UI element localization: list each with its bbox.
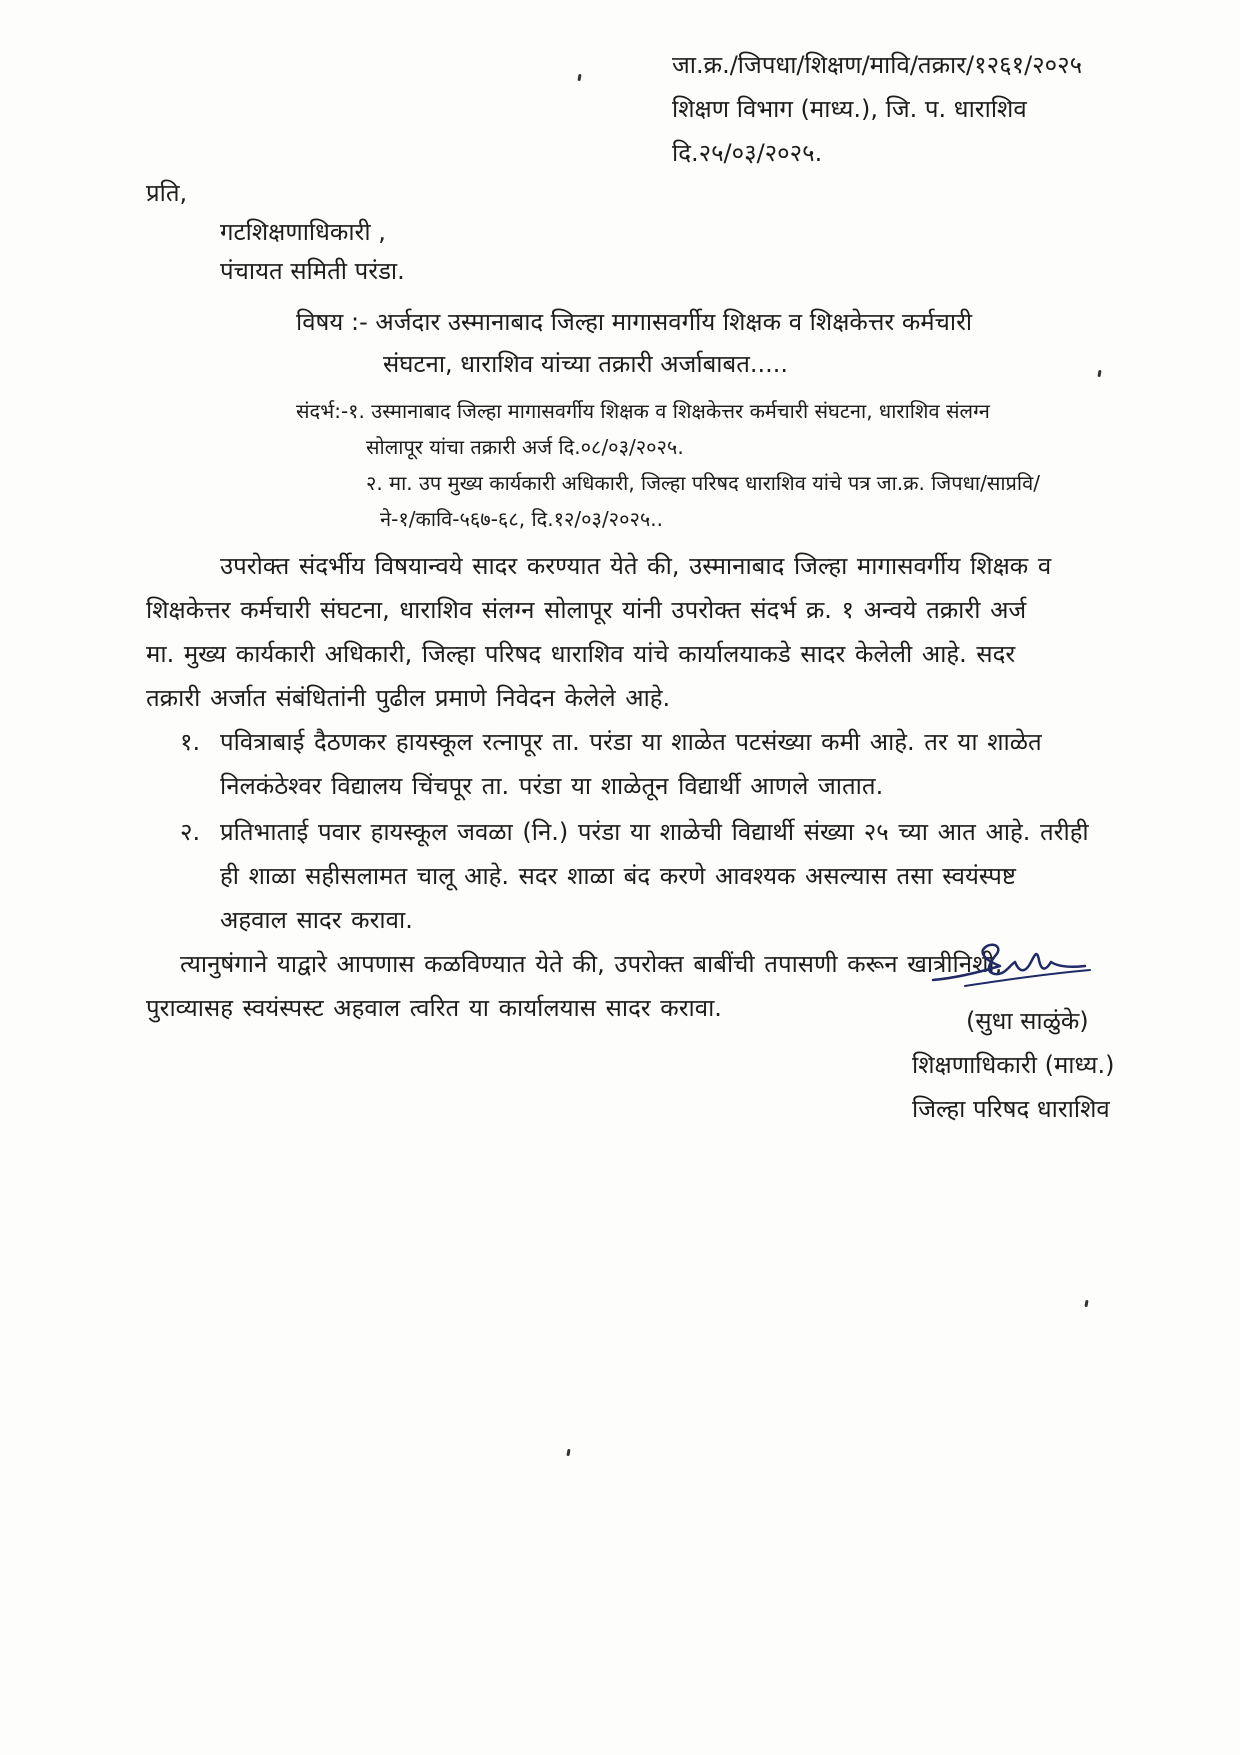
- reference-2-line-1: २. मा. उप मुख्य कार्यकारी अधिकारी, जिल्हा परिषद धाराशिव यांचे पत्र जा.क्र. जिपधा/साप्रवि/: [366, 471, 1040, 495]
- recipient-office: पंचायत समिती परंडा.: [220, 257, 405, 285]
- reference-1-line-1: संदर्भ:-१. उस्मानाबाद जिल्हा मागासवर्गीय शिक्षक व शिक्षकेत्तर कर्मचारी संघटना, धाराशिव संलग्न: [296, 399, 990, 423]
- item-2-line-3: अहवाल सादर करावा.: [220, 906, 413, 934]
- handwritten-signature: [925, 940, 1095, 1000]
- item-1-line-2: निलकंठेश्वर विद्यालय चिंचपूर ता. परंडा या शाळेतून विद्यार्थी आणले जातात.: [220, 772, 884, 800]
- item-2-line-2: ही शाळा सहीसलामत चालू आहे. सदर शाळा बंद करणे आवश्यक असल्यास तसा स्वयंस्पष्ट: [220, 862, 1016, 890]
- scan-mark: [1097, 370, 1101, 377]
- subject-line-1: विषय :- अर्जदार उस्मानाबाद जिल्हा मागासवर्गीय शिक्षक व शिक्षकेत्तर कर्मचारी: [296, 308, 973, 336]
- signatory-name: (सुधा साळुंके): [966, 1007, 1089, 1035]
- body-para-1-line-4: तक्रारी अर्जात संबंधितांनी पुढील प्रमाणे निवेदन केलेले आहे.: [146, 684, 671, 712]
- scan-mark: [1084, 1300, 1088, 1307]
- item-2-number: २.: [180, 818, 201, 846]
- recipient-designation: गटशिक्षणाधिकारी ,: [220, 218, 386, 246]
- scan-mark: [577, 74, 581, 81]
- reference-number: जा.क्र./जिपधा/शिक्षण/मावि/तक्रार/१२६१/२०२५: [672, 51, 1083, 79]
- letter-date: दि.२५/०३/२०२५.: [672, 139, 823, 167]
- subject-line-2: संघटना, धाराशिव यांच्या तक्रारी अर्जाबाबत.....: [383, 350, 789, 378]
- signatory-designation: शिक्षणाधिकारी (माध्य.): [912, 1051, 1115, 1079]
- item-1-line-1: पवित्राबाई दैठणकर हायस्कूल रत्नापूर ता. परंडा या शाळेत पटसंख्या कमी आहे. तर या शाळेत: [220, 728, 1042, 756]
- scan-mark: [566, 1449, 570, 1456]
- body-para-2-line-2: पुराव्यासह स्वयंस्पस्ट अहवाल त्वरित या कार्यालयास सादर करावा.: [146, 994, 722, 1022]
- item-1-number: १.: [180, 728, 201, 756]
- reference-1-line-2: सोलापूर यांचा तक्रारी अर्ज दि.०८/०३/२०२५.: [366, 435, 684, 459]
- body-para-1-line-3: मा. मुख्य कार्यकारी अधिकारी, जिल्हा परिषद धाराशिव यांचे कार्यालयाकडे सादर केलेली आहे. सदर: [146, 640, 1016, 668]
- department-name: शिक्षण विभाग (माध्य.), जि. प. धाराशिव: [672, 95, 1027, 123]
- body-para-1-line-2: शिक्षकेत्तर कर्मचारी संघटना, धाराशिव संलग्न सोलापूर यांनी उपरोक्त संदर्भ क्र. १ अन्वये तक्रारी अर्ज: [146, 596, 1027, 624]
- reference-2-line-2: ने-१/कावि-५६७-६८, दि.१२/०३/२०२५..: [380, 507, 663, 531]
- item-2-line-1: प्रतिभाताई पवार हायस्कूल जवळा (नि.) परंडा या शाळेची विद्यार्थी संख्या २५ च्या आत आहे. तरीही: [220, 818, 1089, 846]
- body-para-1-line-1: उपरोक्त संदर्भीय विषयान्वये सादर करण्यात येते की, उस्मानाबाद जिल्हा मागासवर्गीय शिक्षक व: [220, 552, 1052, 580]
- salutation: प्रति,: [146, 179, 188, 207]
- body-para-2-line-1: त्यानुषंगाने याद्वारे आपणास कळविण्यात येते की, उपरोक्त बाबींची तपासणी करून खात्रीनिशी,: [180, 950, 1003, 978]
- signatory-office: जिल्हा परिषद धाराशिव: [912, 1095, 1110, 1123]
